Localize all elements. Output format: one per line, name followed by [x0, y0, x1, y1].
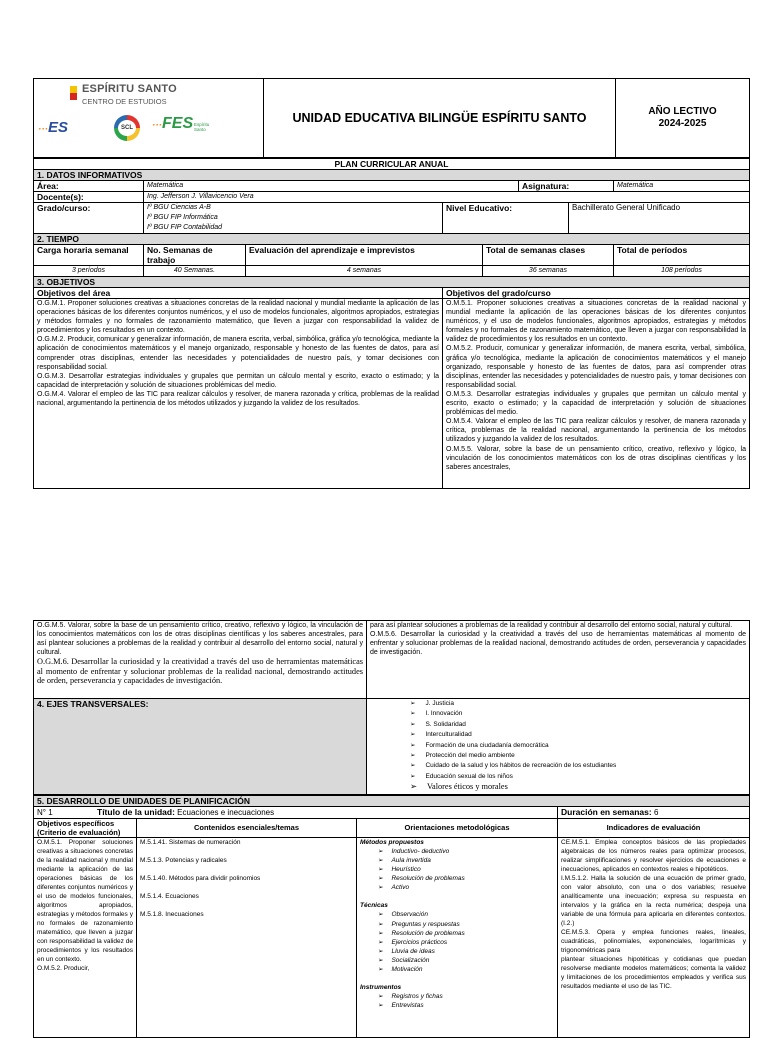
unidad-orientaciones	[357, 838, 558, 1038]
unidad-indicadores-text: CE.M.5.1. Emplea conceptos básicos de las propiedades algebraicas de los números reales para optimizar procesos, realizar simplificaciones y resolver ejercicios de ecuaciones e inecuaciones, aplicados en contextos reales e hipotéticos. I.M.5.1.2. Halla la solución de una ecuación de primer grado, con valor absoluto, con una o dos variables; resuelve analíticamente una inecuación; expresa su respuesta en intervalos y la gráfica en la recta numérica; despeja una variable de una fórmula para aplicarla en diferentes contextos. (I.2.) CE.M.5.3. Opera y emplea funciones reales, lineales, cuadráticas, polinomiales, exponenciales, logarítmicas y trigonométricas para plantear situaciones hipotéticas y cotidianas que puedan resolverse mediante modelos matemáticos; comenta la validez y limitaciones de los procedimientos empleados y verifica sus resultados mediante el uso de las TIC.	[558, 838, 750, 1038]
contenido-item: M.5.1.41. Sistemas de numeración	[140, 839, 241, 846]
list-item: ➢ J. Justicia	[410, 699, 746, 709]
list-item: ➢ Valores éticos y morales	[410, 782, 746, 792]
col-header-objetivos: Objetivos específicos (Criterio de evaluación)	[34, 819, 137, 838]
list-item: ➢ Lluvia de ideas	[378, 947, 554, 956]
page-2	[33, 620, 749, 1038]
objetivos-grado-text: O.M.5.1. Proponer soluciones creativas a situaciones concretas de la realidad nacional y mundial mediante la aplicación de las operaciones básicas de los diferentes conjuntos numéricos, y el uso de modelos funcionales, algoritmos apropiados, estrategias y métodos formales y no formales de razonamiento matemático, que lleven a juzgar con responsabilidad la validez de procedimientos y los resultados en un contexto. O.M.5.2. Producir, comunicar y generalizar información, de manera escrita, verbal, simbólica, gráfica y/o tecnológica, mediante la aplicación de conocimientos matemáticos y el manejo organizado, responsable y honesto de las fuentes de datos, para así comprender otras disciplinas, entender las necesidades y potencialidades de nuestro país, y tomar decisiones con responsabilidad social. O.M.5.3. Desarrollar estrategias individuales y grupales que permitan un cálculo mental y escrito, exacto o estimado; y la capacidad de interpretación y solución de situaciones problémicas del medio. O.M.5.4. Valorar el empleo de las TIC para realizar cálculos y resolver, de manera razonada y crítica, problemas de la realidad nacional, argumentando la pertinencia de los métodos utilizados y juzgando la validez de los resultados. O.M.5.5. Valorar, sobre la base de un pensamiento crítico, creativo, reflexivo y lógico, la vinculación de los conocimientos matemáticos con los de otras disciplinas científicas y los saberes ancestrales,	[443, 299, 750, 489]
tiempo-header: Total de períodos	[614, 245, 750, 266]
list-item: ➢ Protección del medio ambiente	[410, 751, 746, 761]
list-item: ➢ Educación sexual de los niños	[410, 772, 746, 782]
unidad-contenidos	[137, 838, 357, 1038]
objetivo-ogm6: O.G.M.6. Desarrollar la curiosidad y la creatividad a través del uso de herramientas matemáticas al momento de enfrentar y solucionar problemas de la realidad nacional, demostrando actitudes de orden, perseverancia y capacidades de investigación.	[37, 657, 363, 686]
grado-value	[144, 203, 443, 234]
section-objetivos: 3. OBJETIVOS	[34, 277, 750, 288]
list-item: ➢ Motivación	[378, 965, 554, 974]
list-item: ➢ Interculturalidad	[410, 730, 746, 740]
flag-icon	[70, 86, 77, 100]
list-item: ➢ Entrevistas	[378, 1001, 554, 1010]
tiempo-value: 40 Semanas.	[144, 266, 246, 277]
list-item: ➢ S. Solidaridad	[410, 720, 746, 730]
list-item: ➢ Ejercicios prácticos	[378, 938, 554, 947]
grado-item: Iº BGU FIP Contabilidad	[147, 224, 223, 231]
year-label: AÑO LECTIVO	[648, 106, 717, 117]
unidad-title-label: Título de la unidad:	[97, 807, 175, 817]
metodos-label: Métodos propuestos	[360, 839, 424, 846]
asignatura-value: Matemática	[614, 181, 750, 192]
instrumentos-list	[360, 992, 554, 1010]
objetivos-area-text-continued	[34, 621, 367, 699]
metodos-list	[360, 847, 554, 892]
section-datos: 1. DATOS INFORMATIVOS	[34, 170, 750, 181]
nivel-label: Nivel Educativo:	[443, 203, 569, 234]
contenido-item: M.5.1.3. Potencias y radicales	[140, 857, 227, 864]
col-header-contenidos: Contenidos esenciales/temas	[137, 819, 357, 838]
contenido-item: M.5.1.4. Ecuaciones	[140, 893, 199, 900]
section-ejes: 4. EJES TRANSVERSALES:	[34, 699, 367, 795]
area-value: Matemática	[144, 181, 519, 192]
section-unidades: 5. DESARROLLO DE UNIDADES DE PLANIFICACIÓN	[34, 796, 750, 807]
list-item: ➢ Formación de una ciudadanía democrática	[410, 741, 746, 751]
plan-title: PLAN CURRICULAR ANUAL	[34, 159, 750, 170]
contenido-item: M.5.1.40. Métodos para dividir polinomios	[140, 875, 261, 882]
plan-table	[33, 158, 750, 489]
docente-value: Ing. Jefferson J. Villavicencio Vera	[144, 192, 750, 203]
instrumentos-label: Instrumentos	[360, 984, 402, 992]
section-tiempo: 2. TIEMPO	[34, 234, 750, 245]
duracion-label: Duración en semanas:	[561, 807, 652, 817]
unidad-title: Ecuaciones e inecuaciones	[177, 808, 275, 817]
list-item: ➢ Inductivo- deductivo	[378, 847, 554, 856]
logo-subtitle: CENTRO DE ESTUDIOS	[82, 97, 167, 106]
duracion-value: 6	[653, 808, 659, 817]
col-header-indicadores: Indicadores de evaluación	[558, 819, 750, 838]
grado-item: Iº BGU Ciencias A-B	[147, 204, 211, 211]
list-item: ➢ Activo	[378, 883, 554, 892]
objetivos-area-text: O.G.M.1. Proponer soluciones creativas a situaciones concretas de la realidad nacional y mundial mediante la aplicación de las operaciones básicas de los diferentes conjuntos numéricos, y el uso de modelos funcionales, algoritmos apropiados, estrategias y métodos formales y no formales de razonamiento matemático, que lleven a juzgar con responsabilidad la validez de procedimientos y los resultados en un contexto. O.G.M.2. Producir, comunicar y generalizar información, de manera escrita, verbal, simbólica, gráfica y/o tecnológica, mediante la aplicación de conocimientos matemáticos y el manejo organizado, responsable y honesto de las fuentes de datos, para así comprender otras disciplinas, entender las necesidades y potencialidades de nuestro país, y tomar decisiones con responsabilidad social. O.G.M.3. Desarrollar estrategias individuales y grupales que permitan un cálculo mental y escrito, exacto o estimado; y la capacidad de interpretación y solución de situaciones problémicas del medio. O.G.M.4. Valorar el empleo de las TIC para realizar cálculos y resolver, de manera razonada y crítica, problemas de la realidad nacional, argumentando la pertinencia de los métodos utilizados y juzgando la validez de los resultados.	[34, 299, 443, 489]
list-item: ➢ Resolución de problemas	[378, 874, 554, 883]
list-item: ➢ Aula invertida	[378, 856, 554, 865]
tiempo-header: Carga horaria semanal	[34, 245, 144, 266]
list-item: ➢ Cuidado de la salud y los hábitos de recreación de los estudiantes	[410, 761, 746, 771]
tiempo-value: 4 semanas	[246, 266, 483, 277]
list-item: ➢ Heurístico	[378, 865, 554, 874]
school-logos	[34, 79, 263, 157]
objetivos-area-header: Objetivos del área	[34, 288, 443, 299]
fes-logo-subtitle: Espíritu Santo	[194, 122, 210, 132]
list-item: ➢ Resolución de problemas	[378, 929, 554, 938]
grado-label: Grado/curso:	[34, 203, 144, 234]
school-year	[616, 79, 750, 158]
es-logo: ···ES	[38, 119, 69, 136]
grado-item: Iº BGU FIP Informática	[147, 214, 218, 221]
unidad-duracion	[558, 807, 750, 819]
list-item: ➢ Preguntas y respuestas	[378, 920, 554, 929]
objetivos-grado-text-continued: para así plantear soluciones a problemas de la realidad y contribuir al desarrollo del entorno social, natural y cultural. O.M.5.6. Desarrollar la curiosidad y la creatividad a través del uso de herramientas matemáticas al momento de enfrentar y solucionar problemas de la realidad nacional, demostrando actitudes de orden, perseverancia y capacidades de investigación.	[367, 621, 750, 699]
list-item: ➢ I. Innovación	[410, 709, 746, 719]
logo-name: ESPÍRITU SANTO	[82, 83, 177, 95]
ejes-list	[370, 699, 746, 792]
list-item: ➢ Registros y fichas	[378, 992, 554, 1001]
docente-label: Docente(s):	[34, 192, 144, 203]
unidad-objetivos-text: O.M.5.1. Proponer soluciones creativas a situaciones concretas de la realidad nacional y mundial mediante la aplicación de las operaciones básicas de los diferentes conjuntos numéricos y el uso de modelos funcionales, algoritmos apropiados, estrategias y métodos formales y no formales de razonamiento matemático, que lleven a juzgar con responsabilidad la validez de procedimientos y los resultados en un contexto. O.M.5.2. Producir,	[34, 838, 137, 1038]
ejes-list-cell	[367, 699, 750, 795]
tiempo-value: 108 períodos	[614, 266, 750, 277]
tiempo-header: Evaluación del aprendizaje e imprevistos	[246, 245, 483, 266]
tiempo-value: 3 períodos	[34, 266, 144, 277]
nivel-value: Bachillerato General Unificado	[569, 203, 750, 234]
list-item: ➢ Observación	[378, 910, 554, 919]
fes-logo: ···FES	[152, 115, 194, 132]
list-item: ➢ Socialización	[378, 956, 554, 965]
scl-logo: SCL	[114, 115, 140, 141]
year-value: 2024-2025	[658, 118, 707, 129]
tecnicas-label: Técnicas	[360, 902, 388, 910]
tiempo-header: Total de semanas clases	[483, 245, 614, 266]
unidad-number: N° 1	[37, 808, 53, 817]
tiempo-value: 36 semanas	[483, 266, 614, 277]
objetivos-grado-header: Objetivos del grado/curso	[443, 288, 750, 299]
tecnicas-list	[360, 910, 554, 974]
asignatura-label: Asignatura:	[519, 181, 614, 192]
header-table	[33, 78, 750, 158]
page-1	[33, 78, 749, 489]
school-title: UNIDAD EDUCATIVA BILINGÜE ESPÍRITU SANTO	[264, 79, 616, 158]
unidades-table	[33, 795, 750, 1038]
col-header-orientaciones: Orientaciones metodológicas	[357, 819, 558, 838]
objetivo-ogm5: O.G.M.5. Valorar, sobre la base de un pensamiento crítico, creativo, reflexivo y lógico, la vinculación de los conocimientos matemáticos con los de otras disciplinas científicas y los saberes ancestrales, para así plantear soluciones a problemas de la realidad y contribuir al desarrollo del entorno social, natural y cultural.	[37, 622, 363, 657]
contenido-item: M.5.1.8. Inecuaciones	[140, 911, 204, 918]
plan-table-continued	[33, 620, 750, 795]
unidad-title-row	[34, 807, 558, 819]
area-label: Área:	[34, 181, 144, 192]
tiempo-header: No. Semanas de trabajo	[144, 245, 246, 266]
